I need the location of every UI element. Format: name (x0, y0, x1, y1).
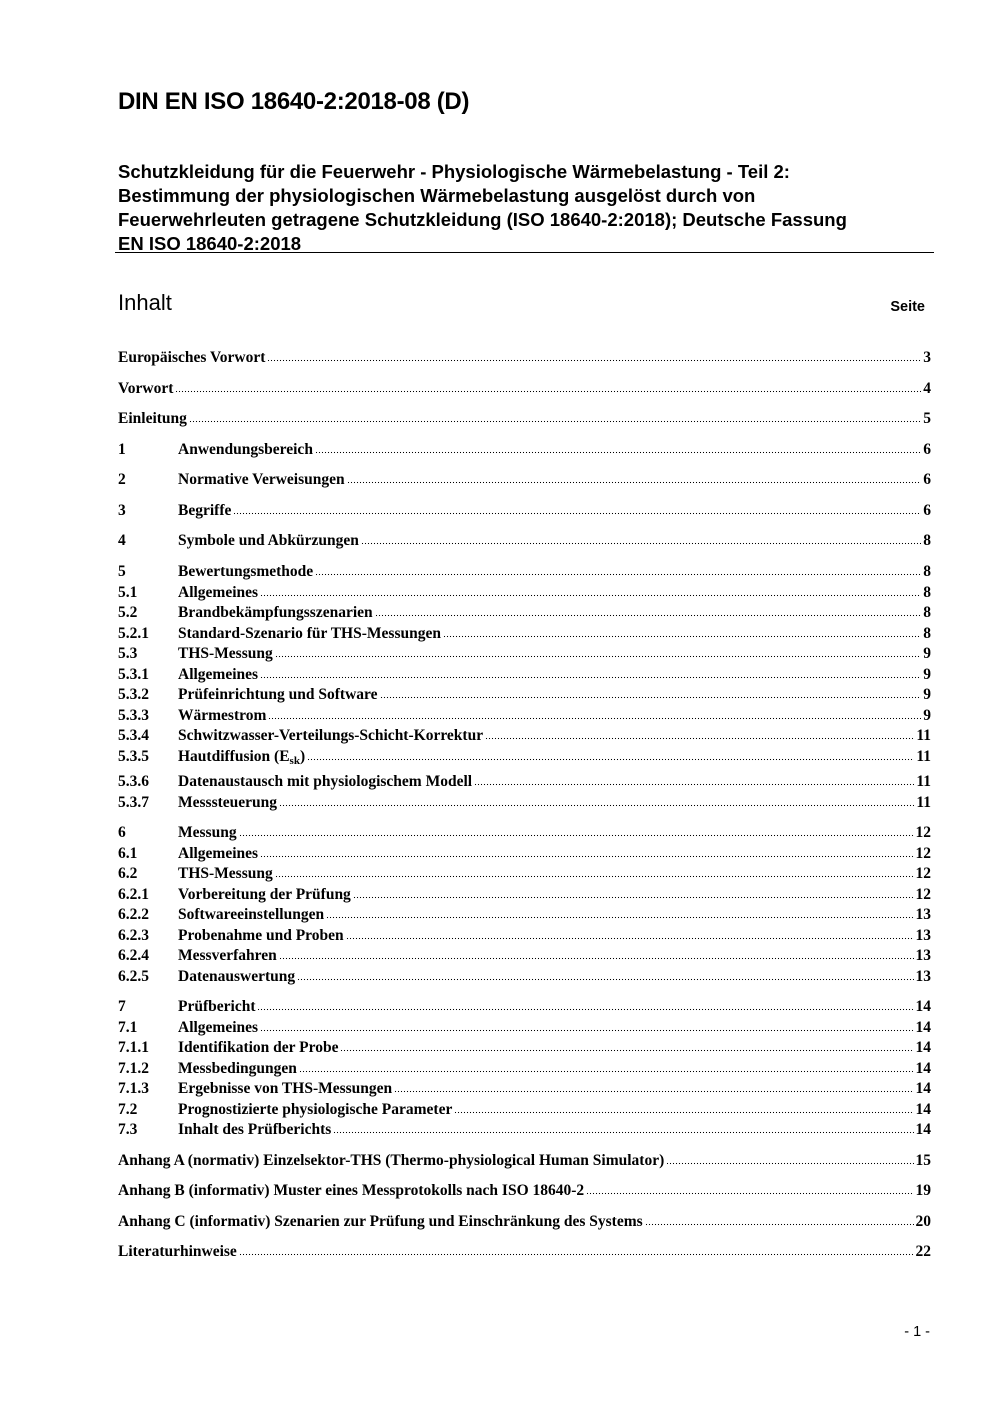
toc-entry-title: Vorbereitung der Prüfung (178, 886, 351, 903)
toc-entry-number: 6.2 (118, 865, 138, 882)
toc-leader-dots (257, 998, 913, 1012)
toc-leader-dots (315, 441, 921, 455)
toc-entry[interactable] (118, 1242, 931, 1262)
toc-entry-page: 5 (923, 410, 931, 427)
toc-entry[interactable] (118, 1018, 931, 1038)
toc-leader-dots (239, 824, 914, 838)
toc-entry-number: 2 (118, 471, 126, 488)
toc-entry-page: 9 (923, 645, 931, 662)
toc-entry-page: 3 (923, 349, 931, 366)
toc-entry-page: 4 (923, 380, 931, 397)
toc-entry-title: Inhalt des Prüfberichts (178, 1121, 332, 1138)
toc-entry[interactable] (118, 685, 931, 705)
toc-entry-page: 13 (915, 927, 931, 944)
toc-leader-dots (260, 666, 921, 680)
toc-entry[interactable] (118, 624, 931, 644)
toc-entry[interactable] (118, 440, 931, 460)
toc-entry-number: 4 (118, 532, 126, 549)
toc-leader-dots (260, 1019, 913, 1033)
toc-entry-title-suffix: ) (299, 748, 306, 765)
toc-leader-dots (361, 532, 921, 546)
toc-entry-page: 14 (915, 1039, 931, 1056)
toc-entry[interactable] (118, 470, 931, 490)
toc-entry-page: 13 (915, 906, 931, 923)
toc-entry-number: 7.1.3 (118, 1080, 149, 1097)
toc-leader-dots (275, 645, 922, 659)
toc-leader-dots (666, 1152, 913, 1166)
toc-entry-number: 6.2.1 (118, 886, 149, 903)
toc-entry[interactable] (118, 583, 931, 603)
toc-leader-dots (347, 471, 922, 485)
toc-entry-page: 9 (923, 686, 931, 703)
toc-leader-dots (239, 1243, 914, 1257)
toc-entry-number: 3 (118, 502, 126, 519)
toc-page-label: Seite (890, 299, 925, 315)
toc-leader-dots (279, 794, 914, 808)
toc-entry-page: 20 (915, 1213, 931, 1230)
toc-entry[interactable] (118, 905, 931, 925)
toc-entry-number: 7 (118, 998, 126, 1015)
toc-leader-dots (189, 410, 921, 424)
toc-entry-page: 22 (915, 1243, 931, 1260)
toc-leader-dots (346, 927, 914, 941)
toc-entry-title: Datenauswertung (178, 968, 296, 985)
toc-entry-page: 8 (923, 584, 931, 601)
toc-entry[interactable] (118, 562, 931, 582)
toc-entry-title (178, 747, 305, 768)
toc-entry-page: 12 (915, 886, 931, 903)
toc-entry-title: Anhang B (informativ) Muster eines Messprotokolls nach ISO 18640-2 (118, 1182, 585, 1199)
toc-leader-dots (586, 1182, 913, 1196)
toc-entry-page: 19 (915, 1182, 931, 1199)
toc-entry[interactable] (118, 926, 931, 946)
toc-entry[interactable] (118, 793, 931, 813)
toc-entry-title: Messbedingungen (178, 1060, 297, 1077)
toc-entry[interactable] (118, 1100, 931, 1120)
toc-entry-number: 6.2.3 (118, 927, 149, 944)
toc-entry-title: Allgemeines (178, 1019, 259, 1036)
toc-entry-title: Allgemeines (178, 845, 259, 862)
toc-entry[interactable] (118, 603, 931, 623)
toc-leader-dots (645, 1213, 914, 1227)
toc-entry-page: 9 (923, 707, 931, 724)
toc-entry-page: 9 (923, 666, 931, 683)
toc-leader-dots (297, 968, 913, 982)
toc-entry-title: Messverfahren (178, 947, 277, 964)
toc-leader-dots (375, 604, 922, 618)
toc-entry[interactable] (118, 1151, 931, 1171)
toc-entry-page: 11 (916, 773, 931, 790)
toc-entry-number: 7.3 (118, 1121, 138, 1138)
page-number: - 1 - (904, 1324, 930, 1340)
toc-entry[interactable] (118, 1181, 931, 1201)
subtitle-line: Feuerwehrleuten getragene Schutzkleidung (ISO 18640-2:2018); Deutsche Fassung (118, 209, 847, 230)
toc-entry-number: 7.1.2 (118, 1060, 149, 1077)
toc-entry[interactable] (118, 706, 931, 726)
subtitle-line: Schutzkleidung für die Feuerwehr - Physiologische Wärmebelastung - Teil 2: (118, 161, 790, 182)
toc-entry-page: 11 (916, 727, 931, 744)
toc-entry[interactable] (118, 747, 931, 767)
toc-entry-number: 7.1 (118, 1019, 138, 1036)
toc-entry[interactable] (118, 644, 931, 664)
toc-entry-title: Begriffe (178, 502, 232, 519)
toc-entry-title: Wärmestrom (178, 707, 267, 724)
toc-entry-page: 14 (915, 1101, 931, 1118)
subtitle-line: Bestimmung der physiologischen Wärmebelastung ausgelöst durch von (118, 185, 756, 206)
toc-entry-number: 5.2.1 (118, 625, 149, 642)
toc-entry-title: Anhang C (informativ) Szenarien zur Prüfung und Einschränkung des Systems (118, 1213, 643, 1230)
toc-leader-dots (260, 845, 913, 859)
toc-entry-number: 5 (118, 563, 126, 580)
toc-entry-page: 14 (915, 1019, 931, 1036)
toc-entry-number: 1 (118, 441, 126, 458)
toc-leader-dots (474, 773, 914, 787)
toc-entry-page: 8 (923, 604, 931, 621)
toc-entry-number: 6.2.5 (118, 968, 149, 985)
toc-entry-number: 6.1 (118, 845, 138, 862)
toc-entry-title: Europäisches Vorwort (118, 349, 266, 366)
toc-entry[interactable] (118, 1038, 931, 1058)
toc-entry-title: Bewertungsmethode (178, 563, 314, 580)
toc-entry-title-text: Hautdiffusion (E (178, 748, 290, 765)
toc-entry-page: 6 (923, 502, 931, 519)
toc-entry-number: 6.2.4 (118, 947, 149, 964)
toc-entry-title: Ergebnisse von THS-Messungen (178, 1080, 393, 1097)
toc-entry-page: 11 (916, 794, 931, 811)
toc-entry-title: Anwendungsbereich (178, 441, 313, 458)
toc-entry-number: 5.3.6 (118, 773, 149, 790)
toc-entry-title: Standard-Szenario für THS-Messungen (178, 625, 441, 642)
toc-leader-dots (260, 584, 921, 598)
toc-entry-page: 14 (915, 1080, 931, 1097)
toc-entry-title: Messsteuerung (178, 794, 278, 811)
toc-entry-title: Identifikation der Probe (178, 1039, 339, 1056)
toc-leader-dots (307, 748, 914, 762)
toc-entry[interactable] (118, 864, 931, 884)
toc-entry[interactable] (118, 772, 931, 792)
toc-entry-title: Literaturhinweise (118, 1243, 237, 1260)
toc-entry-title: Prognostizierte physiologische Parameter (178, 1101, 453, 1118)
toc-entry-title: Einleitung (118, 410, 187, 427)
toc-leader-dots (233, 502, 921, 516)
toc-entry-number: 5.3.4 (118, 727, 149, 744)
toc-entry-page: 8 (923, 532, 931, 549)
toc-entry[interactable] (118, 967, 931, 987)
toc-entry-number: 5.3.5 (118, 748, 149, 765)
toc-entry-page: 8 (923, 563, 931, 580)
toc-leader-dots (175, 380, 921, 394)
toc-entry[interactable] (118, 844, 931, 864)
toc-entry-number: 6.2.2 (118, 906, 149, 923)
toc-entry-title-subscript: sk (289, 755, 300, 767)
toc-entry-number: 5.3.2 (118, 686, 149, 703)
toc-entry-title: Brandbekämpfungsszenarien (178, 604, 373, 621)
toc-entry[interactable] (118, 726, 931, 746)
toc-entry[interactable] (118, 1079, 931, 1099)
toc-entry-page: 14 (915, 998, 931, 1015)
toc-leader-dots (275, 865, 914, 879)
toc-entry[interactable] (118, 823, 931, 843)
toc-entry[interactable] (118, 348, 931, 368)
toc-entry-page: 11 (916, 748, 931, 765)
toc-leader-dots (279, 947, 914, 961)
toc-entry-number: 5.1 (118, 584, 138, 601)
toc-leader-dots (380, 686, 922, 700)
toc-entry-title: Schwitzwasser-Verteilungs-Schicht-Korrektur (178, 727, 484, 744)
toc-entry-title: Allgemeines (178, 666, 259, 683)
toc-entry-page: 13 (915, 968, 931, 985)
toc-leader-dots (299, 1060, 914, 1074)
toc-entry-page: 6 (923, 441, 931, 458)
toc-entry-title: Normative Verweisungen (178, 471, 345, 488)
toc-leader-dots (333, 1121, 913, 1135)
toc-entry[interactable] (118, 1059, 931, 1079)
toc-leader-dots (267, 349, 921, 363)
toc-entry-number: 5.3.1 (118, 666, 149, 683)
toc-entry-title: THS-Messung (178, 645, 273, 662)
toc-entry-title: Probenahme und Proben (178, 927, 344, 944)
toc-entry[interactable] (118, 1212, 931, 1232)
toc-leader-dots (326, 906, 913, 920)
header-divider (115, 252, 934, 253)
toc-entry-title: Softwareeinstellungen (178, 906, 325, 923)
toc-entry-title: Anhang A (normativ) Einzelsektor-THS (Thermo-physiological Human Simulator) (118, 1152, 665, 1169)
toc-entry-page: 12 (915, 865, 931, 882)
toc-entry[interactable] (118, 531, 931, 551)
subtitle-line: EN ISO 18640-2:2018 (118, 233, 302, 254)
toc-entry-page: 12 (915, 845, 931, 862)
toc-entry-title: Vorwort (118, 380, 174, 397)
toc-entry[interactable] (118, 1120, 931, 1140)
toc-entry-title: Datenaustausch mit physiologischem Modell (178, 773, 473, 790)
toc-leader-dots (268, 707, 921, 721)
toc-entry-number: 5.3 (118, 645, 138, 662)
toc-entry-title: Messung (178, 824, 237, 841)
toc-entry-number: 6 (118, 824, 126, 841)
toc-entry[interactable] (118, 997, 931, 1017)
toc-leader-dots (394, 1080, 913, 1094)
toc-entry-number: 7.2 (118, 1101, 138, 1118)
document-title: DIN EN ISO 18640-2:2018-08 (D) (118, 88, 470, 115)
toc-leader-dots (340, 1039, 913, 1053)
document-subtitle (118, 160, 938, 256)
toc-entry-number: 5.3.3 (118, 707, 149, 724)
toc-entry-number: 5.3.7 (118, 794, 149, 811)
toc-entry[interactable] (118, 379, 931, 399)
toc-entry-title: Allgemeines (178, 584, 259, 601)
toc-leader-dots (443, 625, 921, 639)
toc-entry-title: THS-Messung (178, 865, 273, 882)
toc-leader-dots (485, 727, 914, 741)
toc-entry-page: 13 (915, 947, 931, 964)
toc-entry[interactable] (118, 409, 931, 429)
toc-heading: Inhalt (118, 290, 172, 315)
toc-entry[interactable] (118, 665, 931, 685)
toc-entry-page: 6 (923, 471, 931, 488)
toc-entry-page: 15 (915, 1152, 931, 1169)
toc-entry[interactable] (118, 885, 931, 905)
toc-entry[interactable] (118, 946, 931, 966)
toc-entry-title: Prüfbericht (178, 998, 256, 1015)
toc-leader-dots (315, 563, 921, 577)
toc-entry-title: Prüfeinrichtung und Software (178, 686, 378, 703)
toc-entry-number: 7.1.1 (118, 1039, 149, 1056)
toc-entry-number: 5.2 (118, 604, 138, 621)
toc-entry-page: 14 (915, 1121, 931, 1138)
toc-entry-title: Symbole und Abkürzungen (178, 532, 359, 549)
toc-entry[interactable] (118, 501, 931, 521)
toc-leader-dots (353, 886, 914, 900)
toc-entry-page: 8 (923, 625, 931, 642)
toc-entry-page: 14 (915, 1060, 931, 1077)
toc-leader-dots (454, 1101, 913, 1115)
toc-entry-page: 12 (915, 824, 931, 841)
